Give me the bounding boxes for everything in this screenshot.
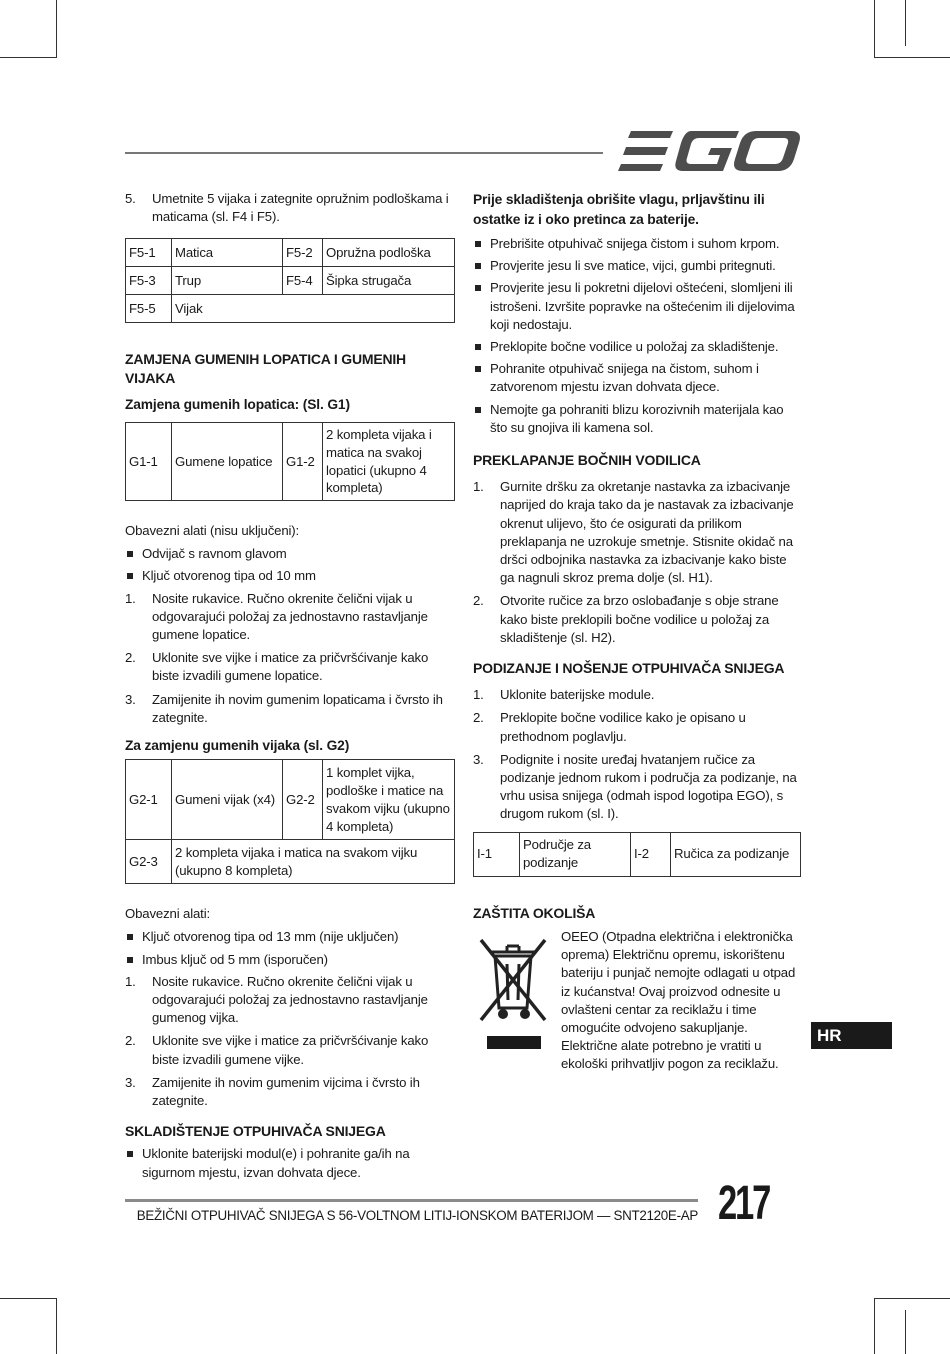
step-number: 2. [125,650,136,666]
step-number: 1. [473,479,484,495]
table-cell: I-1 [474,832,520,876]
table-cell: Gumeni vijak (x4) [172,760,283,840]
step-number: 1. [473,687,484,703]
subsection-heading: Za zamjenu gumenih vijaka (sl. G2) [125,738,350,754]
step-text: Zamijenite ih novim gumenim lopaticama i čvrsto ih zategnite. [152,691,443,725]
section-heading: ZAŠTITA OKOLIŠA [473,904,596,921]
table-row [126,295,455,323]
table-row [126,239,455,267]
table-cell: Trup [172,267,283,295]
table-cell: G2-3 [126,840,172,884]
step-text: Zamijenite ih novim gumenim vijcima i čvrsto ih zategnite. [152,1074,420,1109]
bullet-text: Nemojte ga pohraniti blizu korozivnih materijala kao što su gnojiva ili kamena sol. [490,401,784,435]
step-number: 2. [473,593,484,609]
step-number: 5. [125,191,136,206]
step-list [473,686,801,823]
table-cell: F5-1 [126,239,172,267]
table-cell: G1-2 [283,423,323,501]
list-item [473,709,801,745]
step-number: 1. [125,973,136,989]
list-item [473,401,801,437]
table-cell: F5-2 [283,239,323,267]
list-item [125,567,455,585]
table-row [126,423,455,501]
table-cell: I-2 [631,832,671,876]
table-cell: Gumene lopatice [172,423,283,501]
bullet-text: Provjerite jesu li sve matice, vijci, gumbi pritegnuti. [490,258,776,274]
bullet-text: Uklonite baterijski modul(e) i pohranite ga/ih na sigurnom mjestu, izvan dohvata djece. [142,1146,410,1180]
list-item [125,1032,455,1068]
crop-mark [0,1298,57,1299]
list-item [125,691,455,727]
footer-rule [125,1199,698,1202]
list-item [125,649,455,685]
step-number: 1. [125,590,136,606]
step-text: Gurnite dršku za okretanje nastavka za izbacivanje naprijed do kraja tako da je nastavak za izbacivanje okrenut ulijevo, što će osigurati da prilikom preklapanja ne uzrokuje smetnje. Stisnite okidač na dršci odbojnika nastavka za izbacivanje kako biste ga nagnuli skroz prema dolje (sl. H1). [500,479,794,586]
list-item [473,360,801,396]
table-cell: F5-3 [126,267,172,295]
storage-intro: Prije skladištenja obrišite vlagu, prljavštinu ili ostatke iz i oko pretinca za baterije. [473,192,765,227]
list-item [125,1145,455,1181]
intro-step-list [125,190,455,226]
section-heading: PREKLAPANJE BOČNIH VODILICA [473,452,701,469]
table-cell: Vijak [172,295,455,323]
bullet-text: Preklopite bočne vodilice u položaj za skladištenje. [490,339,779,355]
step-number: 3. [473,751,484,767]
step-text: Nosite rukavice. Ručno okrenite čelični vijak u odgovarajući položaj za jednostavno rastavljanje gumene lopatice. [152,590,428,643]
step-text: Uklonite baterijske module. [500,687,655,703]
list-item [473,279,801,334]
list-item [473,478,801,587]
parts-table-g1 [125,422,455,501]
crossed-out-wheelie-bin-icon [479,934,547,1022]
table-cell: Područje za podizanje [520,832,631,876]
language-tab: HR [811,1022,892,1049]
list-item [125,973,455,1028]
step-text: Uklonite sve vijke i matice za pričvršćivanje kako biste izvadili gumene vijke. [152,1033,429,1067]
table-cell: Opružna podloška [323,239,455,267]
storage-list [125,1145,455,1181]
table-cell: Šipka strugača [323,267,455,295]
subsection-heading: Zamjena gumenih lopatica: (Sl. G1) [125,396,350,412]
step-number: 3. [125,691,136,707]
bullet-text: Imbus ključ od 5 mm (isporučen) [142,951,328,967]
list-item [473,686,801,704]
crop-mark [56,1298,57,1354]
weee-bar [487,1036,541,1049]
table-cell: Ručica za podizanje [671,832,801,876]
table-cell: Matica [172,239,283,267]
right-column [473,190,801,1078]
table-cell: G2-2 [283,760,323,840]
step-text: Nosite rukavice. Ručno okrenite čelični vijak u odgovarajući položaj za jednostavno rastavljanje gumenog vijka. [152,973,428,1026]
list-item [125,1074,455,1110]
section-heading: SKLADIŠTENJE OTPUHIVAČA SNIJEGA [125,1123,386,1140]
bullet-text: Prebrišite otpuhivač snijega čistom i suhom krpom. [490,236,780,251]
list-item [473,257,801,275]
step-text: Umetnite 5 vijaka i zategnite opružnim podloškama i maticama (sl. F4 i F5). [152,191,449,225]
crop-mark [874,1298,875,1354]
left-column [125,190,455,1186]
table-row [126,760,455,840]
tools-list [125,928,455,968]
table-cell: F5-5 [126,295,172,323]
step-list [125,590,455,727]
list-item [473,751,801,824]
crop-mark [0,57,57,58]
bullet-text: Pohranite otpuhivač snijega na čistom, suhom i zatvorenom mjestu izvan dohvata djece. [490,361,759,395]
list-item [125,190,455,226]
table-cell: 2 kompleta vijaka i matica na svakoj lopatici (ukupno 4 kompleta) [323,423,455,501]
weee-text: OEEO (Otpadna električna i elektronička oprema) Električnu opremu, iskorištenu bateriju i punjač nemojte odlagati u otpad iz kućanstva! Ovaj proizvod odnesite u ovlašteni centar za reciklažu i time omogućite odvojeno sakupljanje. Električne alate potrebno je vratiti u ekološki prihvatljiv pogon za reciklažu. [561,928,796,1072]
list-item [125,951,455,969]
page-number: 217 [718,1177,770,1230]
parts-table-f5 [125,238,455,323]
step-number: 3. [125,1074,136,1090]
footer-title: BEŽIČNI OTPUHIVAČ SNIJEGA S 56-VOLTNOM LITIJ-IONSKOM BATERIJOM — SNT2120E-AP [136,1208,698,1223]
tools-label: Obavezni alati: [125,906,210,922]
parts-table-g2 [125,759,455,884]
storage-checklist [473,235,801,437]
table-row [126,840,455,884]
crop-mark [874,0,875,58]
table-row [474,832,801,876]
table-cell: 1 komplet vijka, podloške i matice na svakom vijku (ukupno 4 kompleta) [323,760,455,840]
header-rule [125,152,603,154]
crop-mark [905,1310,906,1354]
bullet-text: Ključ otvorenog tipa od 10 mm [142,568,316,584]
section-heading: PODIZANJE I NOŠENJE OTPUHIVAČA SNIJEGA [473,660,785,677]
step-list [125,973,455,1110]
crop-mark [874,57,950,58]
crop-mark [874,1298,950,1299]
step-text: Uklonite sve vijke i matice za pričvršćivanje kako biste izvadili gumene lopatice. [152,650,429,684]
step-number: 2. [473,710,484,726]
table-row [126,267,455,295]
list-item [125,928,455,946]
bullet-text: Provjerite jesu li pokretni dijelovi oštećeni, slomljeni ili istrošeni. Izvršite popravke na oštećenim ili dijelovima koji nedostaju. [490,280,795,332]
crop-mark [56,0,57,58]
bullet-text: Ključ otvorenog tipa od 13 mm (nije uključen) [142,929,399,945]
table-cell: 2 kompleta vijaka i matica na svakom vijku (ukupno 8 kompleta) [172,840,455,884]
step-number: 2. [125,1033,136,1049]
step-text: Podignite i nosite uređaj hvatanjem ručice za podizanje jednom rukom i područja za podizanje, na vrhu usisa snijega (odmah ispod logotipa EGO), s drugom rukom (sl. I). [500,751,797,822]
step-text: Otvorite ručice za brzo oslobađanje s obje strane kako biste preklopili bočne vodilice u položaj za skladištenje (sl. H2). [500,593,779,645]
weee-block [473,928,801,1078]
step-text: Preklopite bočne vodilice kako je opisano u prethodnom poglavlju. [500,710,746,744]
list-item [473,338,801,356]
tools-label: Obavezni alati (nisu uključeni): [125,523,300,539]
table-cell: F5-4 [283,267,323,295]
list-item [125,590,455,645]
list-item [473,235,801,253]
section-heading: ZAMJENA GUMENIH LOPATICA I GUMENIH VIJAKA [125,351,406,386]
list-item [473,592,801,647]
table-cell: G2-1 [126,760,172,840]
ego-logo [617,130,801,172]
tools-list [125,545,455,585]
step-list [473,478,801,647]
list-item [125,545,455,563]
bullet-text: Odvijač s ravnom glavom [142,546,287,562]
crop-mark [905,0,906,46]
parts-table-i [473,832,801,877]
table-cell: G1-1 [126,423,172,501]
